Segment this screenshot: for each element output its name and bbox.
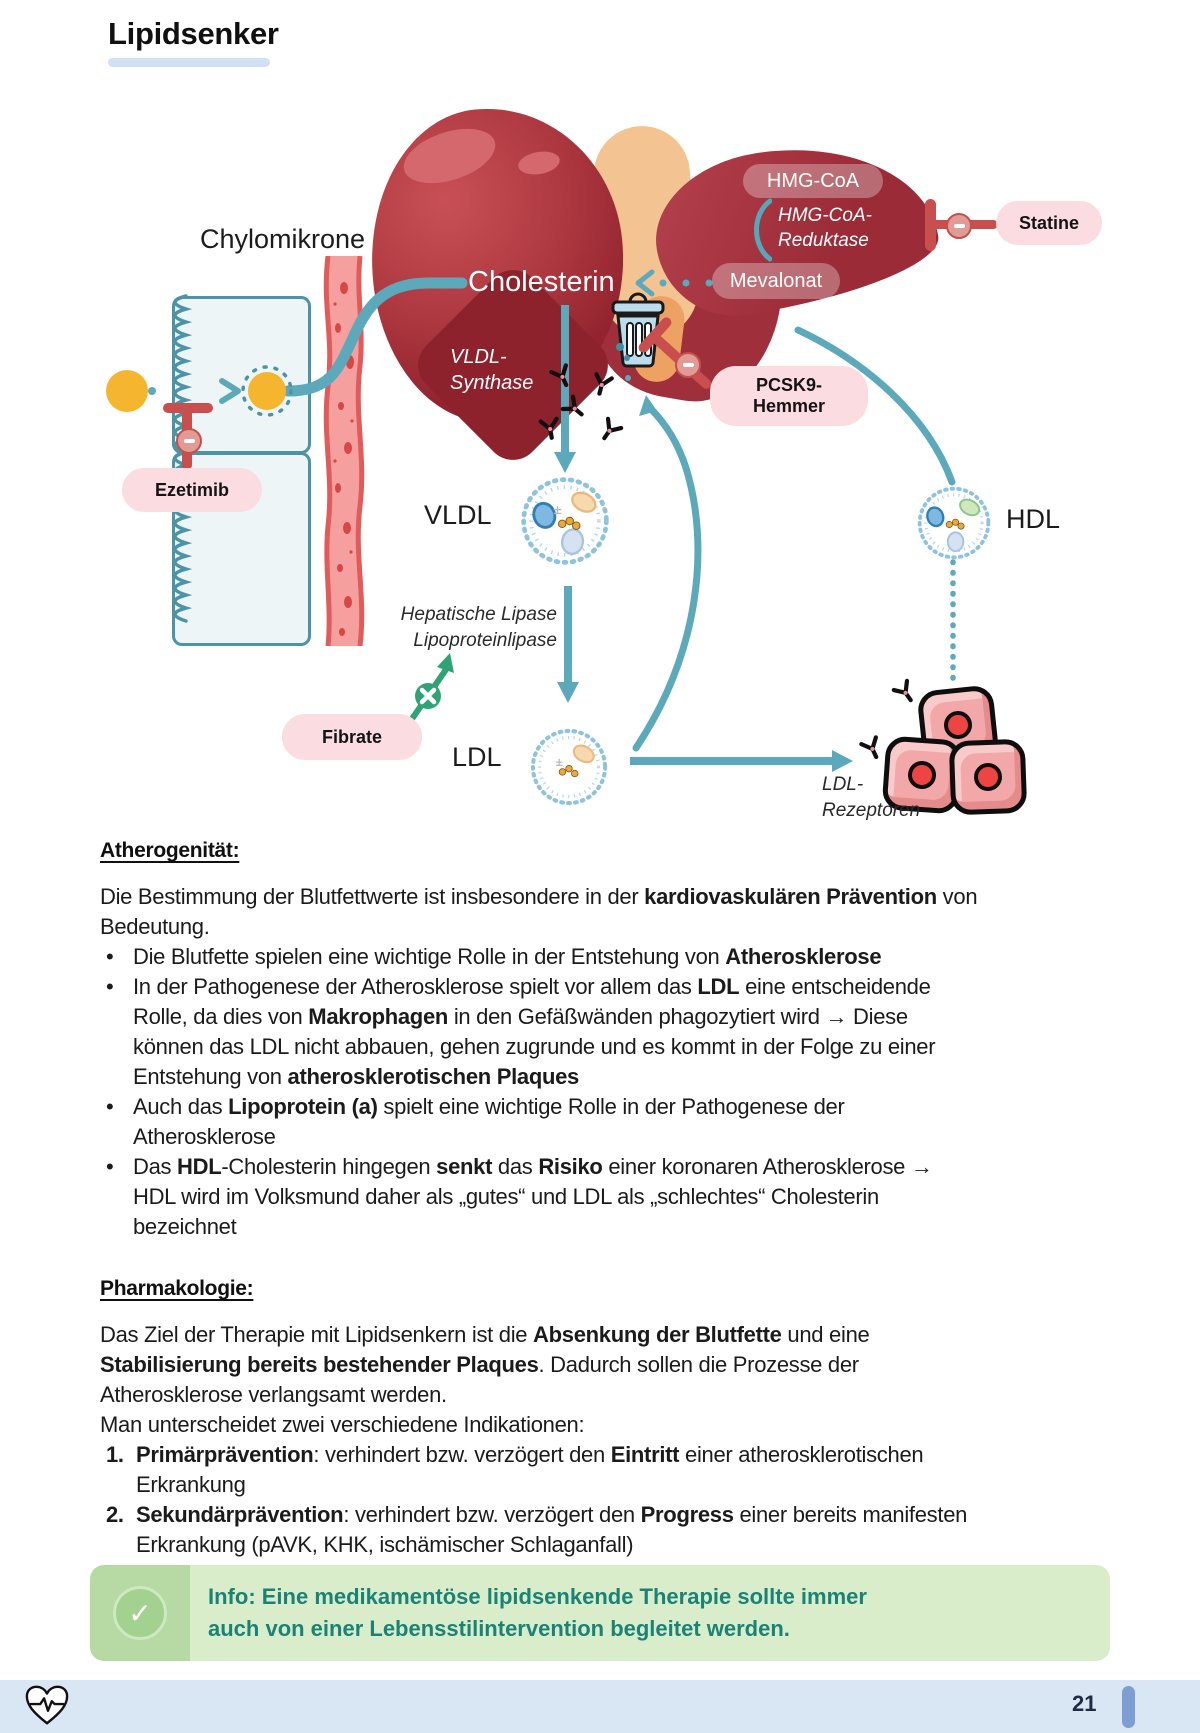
list-item-text: Sekundärprävention: verhindert bzw. verzögert den Progress einer bereits manifesten Erkrankung (pAVK, KHK, ischämischer Schlaganfall) <box>136 1502 968 1557</box>
pathway-arrows <box>0 0 1200 840</box>
list-item <box>100 1092 980 1152</box>
section-atherogenitaet <box>100 836 1000 1242</box>
cell-nucleus <box>974 763 1003 792</box>
vldl-particle-icon <box>518 474 612 568</box>
list-item-text: Die Blutfette spielen eine wichtige Rolle in der Entstehung von Atherosklerose <box>133 944 882 969</box>
section-line: Man unterscheidet zwei verschiedene Indikationen: <box>100 1412 585 1437</box>
chylomicron-particle-icon <box>239 363 295 419</box>
lipase-label: Hepatische Lipase Lipoproteinlipase <box>400 604 557 651</box>
list-item-text: Das HDL-Cholesterin hingegen senkt das Risiko einer koronaren Atherosklerose → HDL wird im Volksmund daher als „gutes“ und LDL als „schlechtes“ Cholesterin bezeichnet <box>133 1154 933 1239</box>
cell-nucleus <box>943 710 974 741</box>
hdl-particle-icon <box>915 484 993 562</box>
info-box <box>90 1565 1110 1661</box>
ldl-rezeptoren-label: LDL- Rezeptoren <box>822 774 921 821</box>
bullet-marker: • <box>106 974 114 999</box>
tissue-cell <box>949 739 1028 816</box>
bullet-marker: • <box>106 1094 114 1119</box>
list-item-text: Auch das Lipoprotein (a) spielt eine wichtige Rolle in der Pathogenese der Atherosklerose <box>133 1094 845 1149</box>
list-item <box>100 1500 980 1560</box>
chylomikrone-label: Chylomikrone <box>200 224 366 254</box>
list-item-text: In der Pathogenese der Atherosklerose spielt vor allem das LDL eine entscheidende Rolle, da dies von Makrophagen in den Gefäßwänden phagozytiert wird → Diese können das LDL nicht abbauen, gehen zugrunde und es kommt in der Folge zu einer Entstehung von atherosklerotischen Plaques <box>133 974 936 1089</box>
ldl-receptor-icon <box>536 414 564 442</box>
list-item <box>100 942 980 972</box>
info-icon-panel <box>90 1565 190 1661</box>
section-intro: Das Ziel der Therapie mit Lipidsenkern ist die Absenkung der Blutfette und eine Stabilisierung bereits bestehender Plaques. Dadurch sollen die Prozesse der Atherosklerose verlangsamt werden. <box>100 1322 870 1407</box>
fibrate-label: Fibrate <box>282 714 422 760</box>
hdl-label: HDL <box>1006 504 1061 534</box>
page-title: Lipidsenker <box>108 16 279 51</box>
inhibitor-minus-icon <box>675 352 701 378</box>
arrow-ldl-to-cells <box>630 750 853 772</box>
vldl-label: VLDL <box>424 500 492 530</box>
lipid-pathway-diagram <box>0 0 1200 840</box>
fat-uptake-dotted-arrow <box>148 381 238 401</box>
page-footer <box>0 1680 1200 1733</box>
vldl-synthase-label: VLDL- Synthase <box>450 346 534 394</box>
section-heading: Pharmakologie: <box>100 1277 254 1300</box>
bullet-marker: • <box>106 1154 114 1179</box>
inhibitor-minus-icon <box>176 428 202 454</box>
arrow-vldl-to-ldl <box>557 586 579 703</box>
number-marker: 1. <box>106 1442 124 1467</box>
number-marker: 2. <box>106 1502 124 1527</box>
section-heading: Atherogenität: <box>100 839 240 862</box>
list-item <box>100 972 980 1092</box>
ldl-particle-icon <box>528 726 610 808</box>
inhibitor-minus-icon <box>946 213 972 239</box>
heart-ecg-logo-icon <box>24 1684 70 1728</box>
statine-label: Statine <box>996 201 1102 245</box>
list-item-text: Primärprävention: verhindert bzw. verzögert den Eintritt einer atherosklerotischen Erkrankung <box>136 1442 924 1497</box>
check-icon: ✓ <box>113 1586 167 1640</box>
mevalonat-label: Mevalonat <box>712 263 840 299</box>
bullet-marker: • <box>106 944 114 969</box>
list-item <box>100 1440 980 1500</box>
ldl-label: LDL <box>452 742 502 772</box>
info-text: Info: Eine medikamentöse lipidsenkende Therapie sollte immer auch von einer Lebensstilintervention begleitet werden. <box>208 1584 867 1641</box>
section-intro: Die Bestimmung der Blutfettwerte ist insbesondere in der kardiovaskulären Prävention von Bedeutung. <box>100 884 978 939</box>
section-pharmakologie <box>100 1274 1000 1560</box>
mevalonat-to-cholesterin-dotted-arrow <box>638 272 713 294</box>
hmg-coa-label: HMG-CoA <box>743 164 883 198</box>
arc-ldl-to-liver-receptors <box>625 375 698 748</box>
list-item <box>100 1152 980 1242</box>
fat-particle-icon <box>106 370 148 412</box>
page-number: 21 <box>1072 1691 1097 1716</box>
pcsk9-hemmer-label: PCSK9- Hemmer <box>710 366 868 426</box>
ezetimib-label: Ezetimib <box>122 468 262 512</box>
chylomicron-transport-tube <box>288 283 462 391</box>
footer-accent-bar <box>1122 1686 1135 1728</box>
reductase-bracket <box>748 198 772 262</box>
cholesterin-label: Cholesterin <box>468 266 615 298</box>
hmg-coa-reduktase-label: HMG-CoA- Reduktase <box>778 205 872 251</box>
